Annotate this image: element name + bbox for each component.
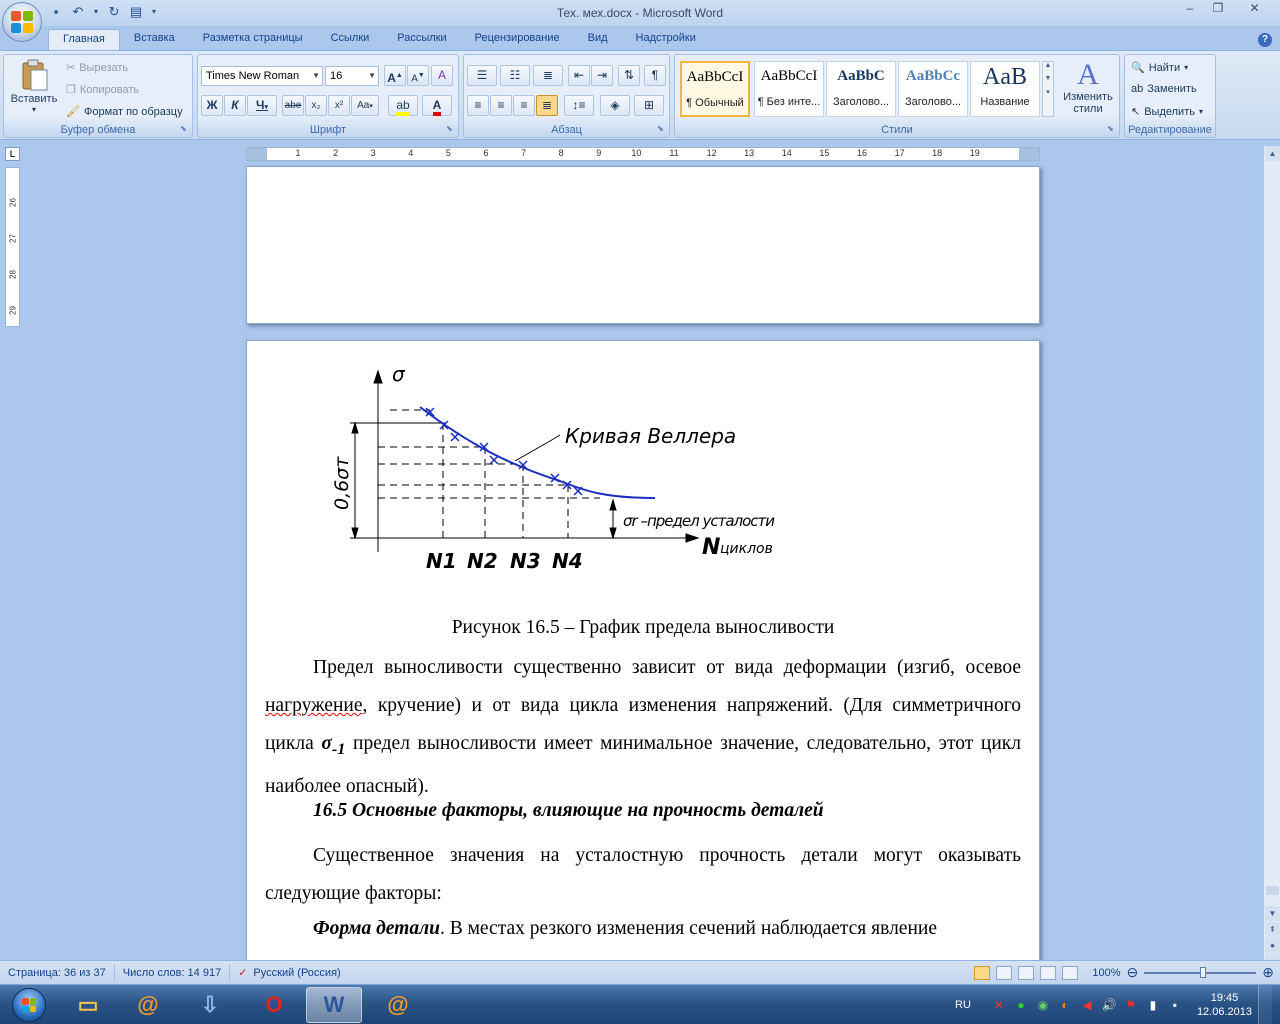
change-case-label: Aa — [357, 100, 370, 111]
brush-icon: 🖌 — [66, 106, 80, 118]
window-title: Тех. мех.docx - Microsoft Word — [556, 6, 724, 20]
ruler-number: 2 — [333, 148, 339, 158]
help-icon[interactable]: ? — [1258, 33, 1272, 47]
change-styles-icon: A — [1077, 58, 1099, 91]
close-button[interactable]: ✕ — [1249, 1, 1260, 15]
font-name-combo[interactable] — [201, 66, 323, 86]
style-title[interactable] — [970, 61, 1040, 117]
status-bar — [0, 960, 1280, 984]
grow-font-label: A — [387, 71, 396, 85]
shading-button[interactable] — [600, 95, 630, 116]
copy-label: Копировать — [79, 83, 140, 96]
zoom-in-icon[interactable]: ⊕ — [1262, 964, 1274, 980]
multilevel-list-button[interactable] — [533, 65, 563, 86]
print-preview-icon[interactable]: ▤ — [129, 4, 143, 19]
change-styles-button[interactable] — [1059, 59, 1117, 115]
input-language[interactable]: RU — [955, 999, 971, 1011]
ruler-number: 28 — [8, 270, 18, 279]
ruler-number: 10 — [631, 148, 642, 158]
find-button[interactable] — [1131, 61, 1188, 74]
indent-icon: ⇥ — [596, 68, 608, 82]
style-preview: AaBbCc — [905, 68, 961, 84]
tray-orange-icon[interactable]: ◐ — [1061, 998, 1069, 1012]
change-case-button[interactable]: Aa▾ — [351, 95, 379, 116]
tab-2[interactable]: Разметка страницы — [202, 32, 303, 44]
language-label: Русский (Россия) — [253, 966, 341, 979]
maximize-button[interactable]: ❐ — [1212, 1, 1224, 15]
mail-agent-2-taskbar-icon[interactable]: @ — [387, 992, 409, 1017]
style-preview: AaBbCcI — [760, 68, 818, 84]
ruler-number: 8 — [558, 148, 564, 158]
tab-7[interactable]: Надстройки — [635, 32, 696, 44]
style-preview: AaBbC — [837, 68, 885, 84]
spelling-error-word[interactable]: нагружение — [265, 695, 363, 716]
office-button[interactable] — [2, 2, 42, 42]
save-icon[interactable]: ▪ — [53, 4, 59, 19]
scroll-thumb[interactable] — [1266, 886, 1279, 895]
paint-bucket-icon: ◈ — [610, 98, 620, 112]
scissors-icon: ✂ — [66, 62, 76, 74]
ruler-number: 14 — [781, 148, 792, 158]
select-label: Выделить — [1144, 105, 1195, 118]
page-count[interactable]: Страница: 36 из 37 — [0, 964, 115, 982]
full-screen-reading-button[interactable] — [996, 966, 1012, 980]
change-styles-label: Изменить — [1063, 91, 1113, 103]
paragraph-factors[interactable]: Существенное значения на усталостную прочность детали могут оказывать следующие факторы: — [265, 845, 1021, 904]
paragraph-group — [463, 54, 670, 138]
vertical-scrollbar[interactable] — [1263, 146, 1280, 960]
horizontal-ruler[interactable] — [246, 147, 1040, 161]
editing-group — [1124, 54, 1216, 138]
style-name: Название — [980, 96, 1030, 108]
styles-launcher-icon[interactable]: ⬊ — [1107, 124, 1114, 133]
paragraph-text: , кручение) и от вида цикла изменения напряжений. (Для симметричного цикла — [265, 695, 1021, 754]
print-layout-view-button[interactable] — [974, 966, 990, 980]
bold-button[interactable] — [201, 95, 223, 116]
align-left-icon: ≡ — [474, 98, 482, 112]
opera-taskbar-icon[interactable]: O — [265, 992, 283, 1017]
bold-italic-term: Форма детали — [313, 918, 440, 939]
more-icon[interactable]: ▾ — [1046, 89, 1050, 96]
zoom-slider-thumb[interactable] — [1200, 967, 1206, 978]
chevron-down-icon: ▾ — [1184, 63, 1189, 72]
style-no-spacing[interactable] — [754, 61, 824, 117]
tab-5[interactable]: Рецензирование — [474, 32, 560, 44]
chevron-down-icon: ▾ — [1198, 107, 1203, 116]
tray-green-icon[interactable]: ● — [1017, 998, 1025, 1012]
style-name: Заголово... — [904, 96, 962, 108]
strikethrough-button[interactable] — [282, 95, 304, 116]
subscript-button[interactable] — [305, 95, 327, 116]
styles-group-label: Стили — [881, 124, 913, 136]
underline-button[interactable]: Ч▾ — [247, 95, 277, 116]
justify-button[interactable] — [536, 95, 558, 116]
superscript-button[interactable] — [328, 95, 350, 116]
highlighter-icon: ab — [396, 98, 409, 116]
vertical-ruler[interactable] — [5, 167, 20, 327]
find-label: Найти — [1148, 61, 1181, 74]
format-painter-button[interactable] — [66, 105, 183, 118]
bullet-list-icon: ☰ — [476, 68, 488, 82]
volume-icon[interactable]: 🔊 — [1101, 998, 1117, 1012]
title-bar — [0, 0, 1280, 26]
scroll-up-icon[interactable]: ▲ — [1265, 146, 1280, 161]
x-axis-label: N — [702, 535, 721, 560]
font-group — [197, 54, 459, 138]
align-center-button[interactable] — [490, 95, 512, 116]
n3-label: N3 — [510, 549, 541, 573]
font-launcher-icon[interactable]: ⬊ — [446, 124, 453, 133]
n1-label: N1 — [426, 549, 457, 573]
cut-button[interactable] — [66, 61, 128, 74]
tray-speaker-icon[interactable]: ◀ — [1082, 998, 1092, 1012]
style-name: ¶ Обычный — [686, 97, 744, 109]
ruler-number: 1 — [295, 148, 301, 158]
clear-formatting-button[interactable] — [431, 65, 453, 86]
browse-object-icon[interactable]: ● — [1265, 938, 1280, 953]
fatigue-limit-figure — [310, 355, 800, 585]
fatigue-limit-label: σr –предел усталости — [623, 512, 775, 530]
windows-logo-icon — [12, 988, 46, 1022]
start-button[interactable] — [4, 986, 54, 1024]
undo-icon[interactable]: ↶ — [72, 4, 84, 19]
style-heading-2[interactable] — [898, 61, 968, 117]
ruler-number: 29 — [8, 306, 18, 315]
ruler-number: 19 — [969, 148, 980, 158]
ruler-number: 11 — [669, 148, 679, 158]
chevron-up-icon[interactable]: ▲ — [1044, 62, 1052, 69]
outdent-icon: ⇤ — [573, 68, 585, 82]
customize-qat-icon[interactable]: ▾ — [151, 7, 156, 16]
clock-time: 19:45 — [1210, 992, 1239, 1004]
numbered-list-icon: ☷ — [509, 68, 521, 82]
sort-button[interactable] — [618, 65, 640, 86]
style-normal[interactable] — [680, 61, 750, 117]
previous-page-icon[interactable]: ⇞ — [1265, 922, 1280, 937]
curve-label: Кривая Веллера — [565, 424, 737, 448]
format-painter-label: Формат по образцу — [83, 105, 183, 118]
shrink-font-button[interactable]: A▼ — [407, 65, 429, 86]
windows-taskbar — [0, 984, 1280, 1024]
tray-app-icon[interactable]: ✕ — [993, 998, 1004, 1012]
borders-icon: ⊞ — [643, 98, 655, 112]
paste-label: Вставить — [10, 93, 58, 105]
ruler-number: 15 — [819, 148, 830, 158]
show-desktop-button[interactable] — [1258, 985, 1272, 1024]
italic-button[interactable] — [224, 95, 246, 116]
replace-label: Заменить — [1147, 83, 1197, 95]
document-page-previous[interactable] — [246, 166, 1040, 324]
tray-small-icon[interactable]: ▪ — [1172, 998, 1178, 1012]
ruler-number: 18 — [932, 148, 943, 158]
language-indicator[interactable] — [230, 964, 349, 982]
y-axis-label: σ — [392, 362, 405, 386]
align-left-button[interactable] — [467, 95, 489, 116]
font-size-combo[interactable] — [325, 66, 379, 86]
redo-icon[interactable]: ↻ — [108, 4, 120, 19]
zoom-slider[interactable] — [1144, 972, 1256, 974]
font-color-icon: A — [433, 98, 442, 116]
numbering-button[interactable] — [500, 65, 530, 86]
cursor-icon: ↖ — [1131, 106, 1141, 118]
explorer-taskbar-icon[interactable]: ▭ — [77, 992, 99, 1017]
italic-label: К — [231, 98, 239, 112]
style-name: Заголово... — [832, 96, 890, 108]
align-right-icon: ≡ — [520, 98, 528, 112]
editing-group-label: Редактирование — [1128, 124, 1212, 136]
ribbon — [0, 50, 1280, 140]
paste-button[interactable] — [8, 59, 60, 113]
ruler-number: 13 — [744, 148, 755, 158]
borders-button[interactable] — [634, 95, 664, 116]
ruler-number: 6 — [483, 148, 489, 158]
mail-agent-taskbar-icon[interactable]: @ — [137, 992, 159, 1017]
sigma-symbol: σ — [321, 733, 332, 754]
tray-torrent-icon[interactable]: ◉ — [1037, 998, 1049, 1012]
y-dim-label: 0,6σт — [331, 456, 353, 510]
ribbon-tabs — [48, 29, 710, 51]
draft-view-button[interactable] — [1062, 966, 1078, 980]
section-heading: 16.5 Основные факторы, влияющие на прочность деталей — [313, 800, 824, 821]
change-styles-label-2: стили — [1073, 103, 1103, 115]
ruler-number: 26 — [8, 198, 18, 207]
bold-label: Ж — [206, 98, 218, 112]
sigma-subscript: -1 — [331, 739, 346, 758]
tab-0[interactable]: Главная — [48, 29, 120, 51]
line-spacing-button[interactable] — [564, 95, 594, 116]
clock[interactable] — [1197, 991, 1252, 1019]
sort-icon: ⇅ — [623, 68, 635, 82]
strikethrough-label: abe — [284, 100, 302, 111]
paragraph-text: предел выносливости имеет минимальное значение, следовательно, этот цикл наиболее опасный). — [265, 733, 1022, 797]
replace-icon: ab — [1131, 83, 1144, 95]
clock-date: 12.06.2013 — [1196, 1006, 1252, 1018]
font-group-label: Шрифт — [309, 124, 347, 136]
chevron-down-icon: ▼ — [312, 71, 320, 80]
minimize-button[interactable]: – — [1186, 1, 1194, 15]
font-size-value: 16 — [330, 70, 343, 82]
increase-indent-button[interactable] — [591, 65, 613, 86]
zoom-level[interactable]: 100% — [1092, 966, 1121, 979]
align-right-button[interactable] — [513, 95, 535, 116]
style-preview: AaBbCcI — [686, 69, 744, 85]
paragraph-group-label: Абзац — [551, 124, 582, 136]
style-preview: AaB — [983, 64, 1027, 90]
multilevel-list-icon: ≣ — [542, 68, 554, 82]
superscript-label: x² — [334, 100, 344, 111]
select-button[interactable] — [1131, 105, 1203, 118]
underline-label: Ч — [256, 98, 265, 112]
style-heading-1[interactable] — [826, 61, 896, 117]
x-axis-units: циклов — [720, 541, 773, 557]
replace-button[interactable] — [1131, 83, 1197, 95]
line-spacing-icon: ↕≡ — [572, 98, 586, 112]
word-taskbar-icon[interactable]: W — [306, 987, 362, 1023]
shrink-font-label: A — [411, 73, 418, 85]
decrease-indent-button[interactable] — [568, 65, 590, 86]
binoculars-icon: 🔍 — [1131, 62, 1145, 74]
ruler-number: 7 — [521, 148, 527, 158]
woehler-curve — [420, 407, 655, 498]
clipboard-group — [3, 54, 193, 138]
paste-dropdown-icon: ▾ — [31, 105, 36, 114]
tab-4[interactable]: Рассылки — [397, 32, 447, 44]
copy-button[interactable] — [66, 83, 139, 96]
network-icon[interactable]: ▮ — [1149, 998, 1157, 1012]
scroll-down-icon[interactable]: ▼ — [1265, 906, 1280, 921]
zoom-out-icon[interactable]: ⊖ — [1126, 964, 1139, 980]
pilcrow-icon: ¶ — [651, 68, 659, 82]
highlight-button[interactable] — [388, 95, 418, 116]
clear-formatting-label: A — [437, 68, 446, 82]
paragraph-text: Предел выносливости существенно зависит от вида деформации (изгиб, осевое — [313, 657, 1021, 678]
styles-scroll[interactable] — [1042, 61, 1054, 117]
paragraph-fatigue-limit[interactable] — [265, 649, 1021, 806]
undo-dropdown-icon[interactable]: ▾ — [93, 7, 98, 16]
ruler-number: 27 — [8, 234, 18, 243]
spell-check-icon[interactable]: ✓ — [238, 966, 248, 979]
web-layout-button[interactable] — [1018, 966, 1034, 980]
ruler-number: 9 — [596, 148, 602, 158]
system-tray — [955, 985, 1280, 1024]
bullets-button[interactable] — [467, 65, 497, 86]
chevron-down-icon: ▼ — [368, 71, 376, 80]
styles-group — [674, 54, 1120, 138]
clipboard-group-label: Буфер обмена — [60, 124, 136, 136]
paragraph-text: . В местах резкого изменения сечений наблюдается явление — [439, 918, 937, 939]
figure-caption: Рисунок 16.5 – График предела выносливости — [451, 617, 835, 638]
clipboard-launcher-icon[interactable]: ⬊ — [180, 124, 187, 133]
word-count[interactable]: Число слов: 14 917 — [115, 964, 230, 982]
ruler-number: 16 — [856, 148, 867, 158]
ruler-number: 17 — [894, 148, 905, 158]
grow-font-button[interactable]: A▲ — [384, 65, 406, 86]
tab-1[interactable]: Вставка — [133, 32, 175, 44]
cut-label: Вырезать — [79, 61, 129, 74]
office-logo-icon — [11, 11, 33, 33]
flag-icon[interactable]: ⚑ — [1125, 998, 1137, 1012]
paste-icon — [19, 59, 49, 91]
tab-3[interactable]: Ссылки — [330, 32, 370, 44]
align-center-icon: ≡ — [497, 98, 505, 112]
font-name-value: Times New Roman — [206, 70, 300, 82]
ruler-number: 5 — [445, 148, 451, 158]
paragraph-shape[interactable] — [265, 910, 1021, 958]
n2-label: N2 — [467, 549, 498, 573]
tab-6[interactable]: Вид — [587, 32, 608, 44]
style-name: ¶ Без инте... — [757, 96, 821, 108]
data-markers — [426, 408, 582, 495]
show-marks-button[interactable] — [644, 65, 666, 86]
ruler-number: 3 — [370, 148, 376, 158]
paragraph-launcher-icon[interactable]: ⬊ — [657, 124, 664, 133]
subscript-label: x₂ — [311, 100, 321, 111]
ruler-number: 4 — [408, 148, 414, 158]
justify-icon: ≣ — [541, 98, 553, 112]
outline-view-button[interactable] — [1040, 966, 1056, 980]
n4-label: N4 — [552, 549, 583, 573]
network-taskbar-icon[interactable]: ⇩ — [200, 992, 220, 1017]
chevron-down-icon[interactable]: ▼ — [1044, 75, 1052, 82]
ruler-tab-selector[interactable]: L — [5, 147, 20, 161]
font-color-button[interactable] — [422, 95, 452, 116]
copy-icon: ❐ — [66, 84, 76, 96]
ruler-number: 12 — [706, 148, 717, 158]
